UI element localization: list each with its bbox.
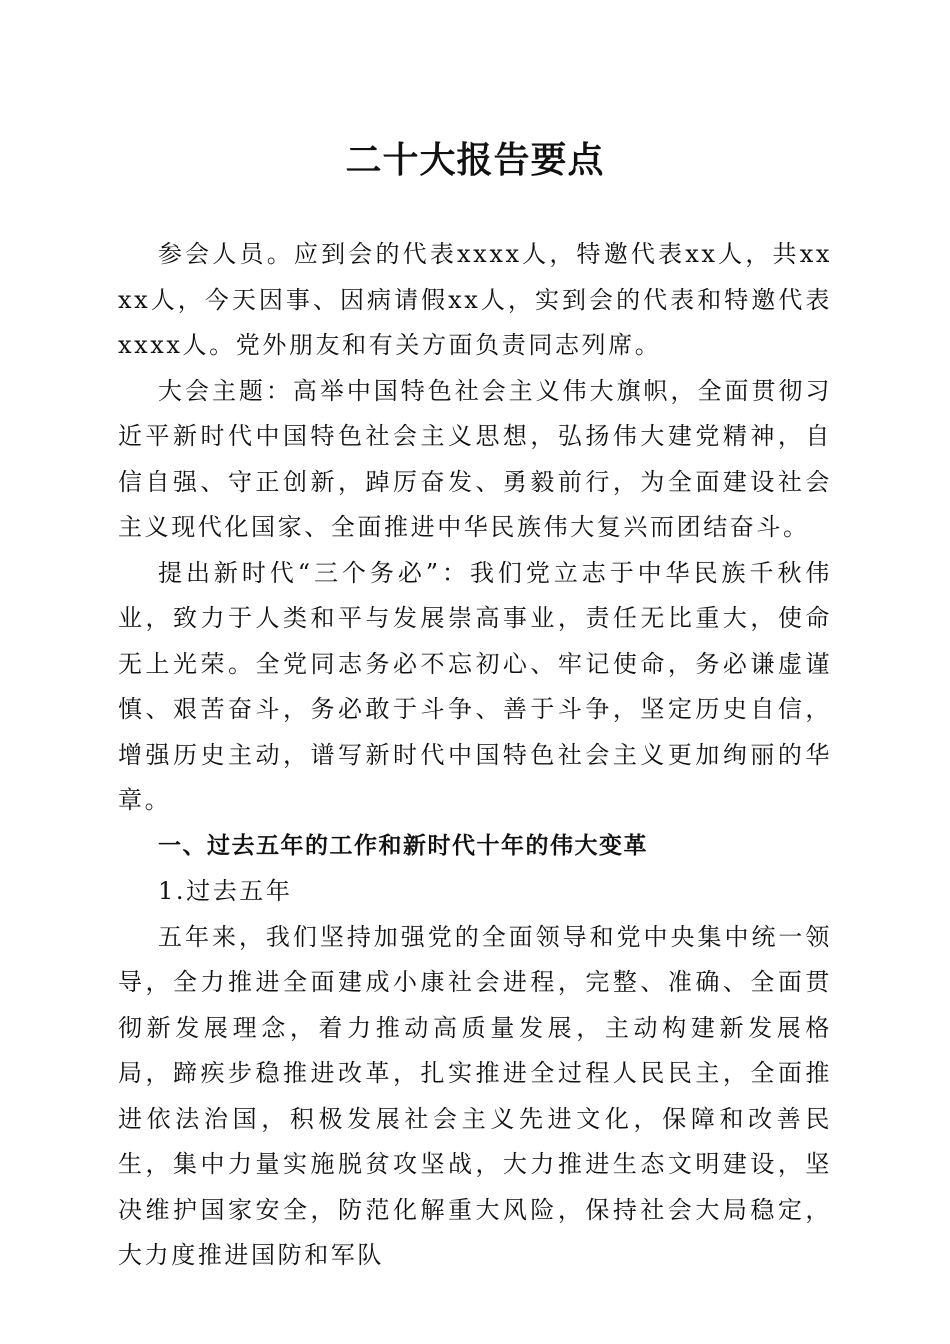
paragraph-attendees: 参会人员。应到会的代表xxxx人，特邀代表xx人，共xxxx人，今天因事、因病请假xx人，实到会的代表和特邀代表xxxx人。党外朋友和有关方面负责同志列席。 — [118, 240, 832, 359]
paragraph-three-musts: 提出新时代“三个务必”：我们党立志于中华民族千秋伟业，致力于人类和平与发展崇高事业，责任无比重大，使命无上光荣。全党同志务必不忘初心、牢记使命，务必谦虚谨慎、艰苦奋斗，务必敢于斗争、善于斗争，坚定历史自信，增强历史主动，谱写新时代中国特色社会主义更加绚丽的华章。 — [118, 558, 832, 814]
document-body — [118, 232, 832, 1279]
document-title: 二十大报告要点 — [345, 139, 605, 181]
paragraph-past-five-years: 五年来，我们坚持加强党的全面领导和党中央集中统一领导，全力推进全面建成小康社会进程，完整、准确、全面贯彻新发展理念，着力推动高质量发展，主动构建新发展格局，蹄疾步稳推进改革，扎实推进全过程人民民主，全面推进依法治国，积极发展社会主义先进文化，保障和改善民生，集中力量实施脱贫攻坚战，大力推进生态文明建设，坚决维护国家安全，防范化解重大风险，保持社会大局稳定，大力度推进国防和军队 — [118, 922, 832, 1269]
subsection-heading: 1.过去五年 — [158, 877, 293, 905]
paragraph-theme: 大会主题：高举中国特色社会主义伟大旗帜，全面贯彻习近平新时代中国特色社会主义思想，弘扬伟大建党精神，自信自强、守正创新，踔厉奋发、勇毅前行，为全面建设社会主义现代化国家、全面推进中华民族伟大复兴而团结奋斗。 — [118, 376, 832, 541]
section-heading: 一、过去五年的工作和新时代十年的伟大变革 — [158, 832, 648, 859]
